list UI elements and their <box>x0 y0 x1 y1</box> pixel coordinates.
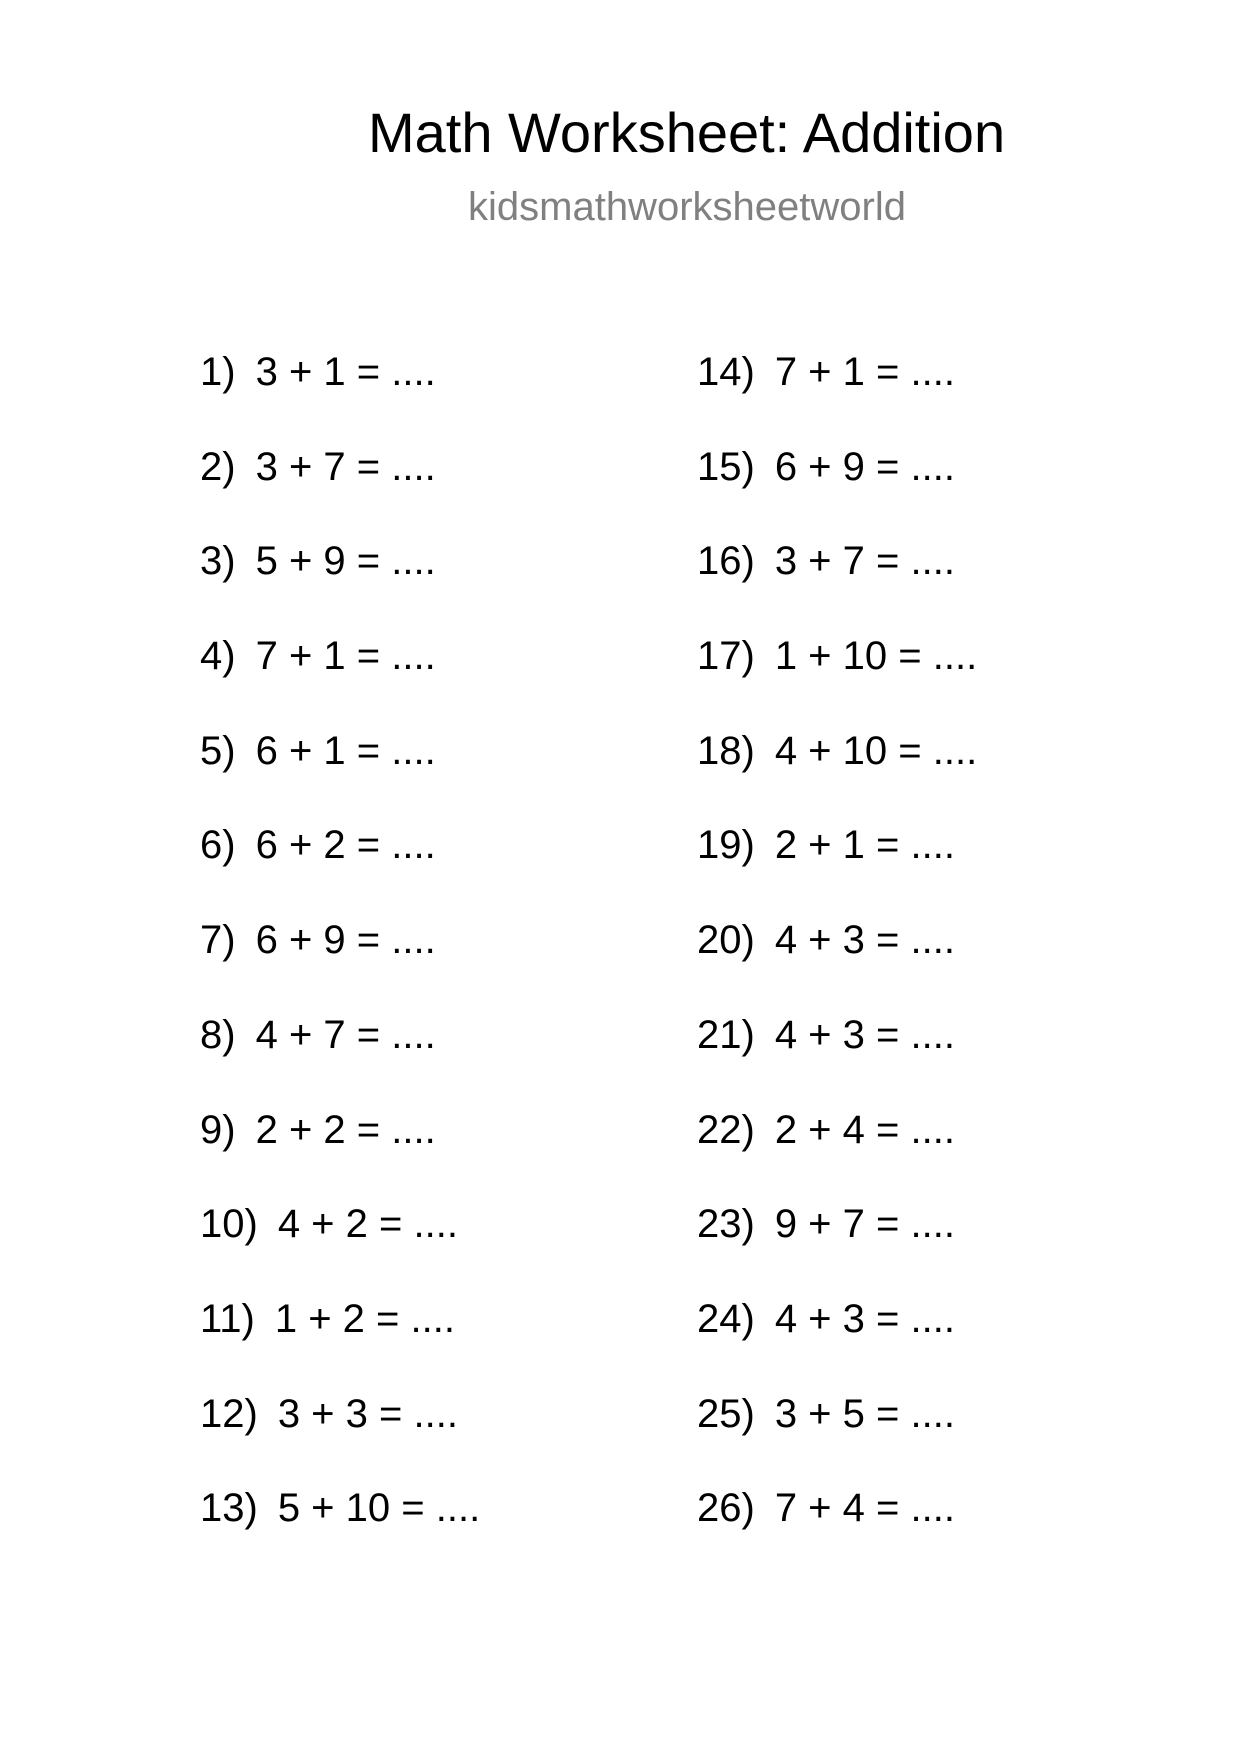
page-title: Math Worksheet: Addition <box>368 101 1006 164</box>
problem-item <box>200 633 480 728</box>
problem-number: 13) <box>200 1486 258 1531</box>
problem-number: 9) <box>200 1107 236 1152</box>
problem-item <box>200 444 480 539</box>
problem-item <box>697 538 977 633</box>
problem-item <box>697 917 977 1012</box>
problem-number: 10) <box>200 1202 258 1247</box>
problem-number: 4) <box>200 634 236 679</box>
problem-expression: 7 + 1 = .... <box>774 350 955 394</box>
problem-expression: 6 + 2 = .... <box>255 823 436 868</box>
problem-number: 8) <box>200 1012 236 1057</box>
problem-column-right <box>697 349 977 1580</box>
problem-number: 15) <box>697 444 755 489</box>
problem-expression: 3 + 3 = .... <box>277 1391 458 1436</box>
problem-item <box>200 822 480 917</box>
problem-expression: 3 + 5 = .... <box>774 1391 955 1436</box>
problem-column-left <box>200 349 480 1580</box>
problem-expression: 5 + 10 = .... <box>277 1486 481 1531</box>
problem-expression: 2 + 4 = .... <box>774 1107 955 1152</box>
problem-item <box>697 349 977 444</box>
problem-number: 18) <box>697 728 755 773</box>
problem-number: 6) <box>200 823 236 868</box>
problem-expression: 6 + 9 = .... <box>255 918 436 963</box>
problem-item <box>697 633 977 728</box>
problem-number: 16) <box>697 539 755 584</box>
problem-number: 2) <box>200 444 236 489</box>
problem-expression: 6 + 9 = .... <box>774 444 955 489</box>
problem-expression: 1 + 10 = .... <box>774 634 978 679</box>
problem-item <box>697 1296 977 1391</box>
problem-number: 26) <box>697 1486 755 1531</box>
problem-expression: 6 + 1 = .... <box>255 728 436 773</box>
page-subtitle: kidsmathworksheetworld <box>468 185 906 229</box>
problem-item <box>200 1296 480 1391</box>
problem-item <box>697 444 977 539</box>
problem-number: 7) <box>200 918 236 963</box>
problem-item <box>697 1012 977 1107</box>
problem-number: 1) <box>200 350 236 394</box>
problem-number: 12) <box>200 1391 258 1436</box>
problem-item <box>200 349 480 444</box>
problem-item <box>200 917 480 1012</box>
problem-expression: 4 + 3 = .... <box>774 1012 955 1057</box>
problem-expression: 5 + 9 = .... <box>255 539 436 584</box>
problem-number: 17) <box>697 634 755 679</box>
problem-number: 24) <box>697 1296 755 1341</box>
problem-number: 14) <box>697 350 755 394</box>
problem-item <box>200 1485 480 1580</box>
problem-item <box>697 1485 977 1580</box>
problem-number: 3) <box>200 539 236 584</box>
problem-expression: 4 + 10 = .... <box>774 728 978 773</box>
problem-item <box>200 538 480 633</box>
problem-expression: 4 + 3 = .... <box>774 1296 955 1341</box>
problem-item <box>697 1107 977 1202</box>
problem-expression: 3 + 7 = .... <box>774 539 955 584</box>
problem-expression: 2 + 2 = .... <box>255 1107 436 1152</box>
problem-item <box>200 728 480 823</box>
problem-expression: 7 + 4 = .... <box>774 1486 955 1531</box>
problem-number: 20) <box>697 918 755 963</box>
problem-number: 21) <box>697 1012 755 1057</box>
problem-number: 5) <box>200 728 236 773</box>
problem-expression: 4 + 3 = .... <box>774 918 955 963</box>
problem-item <box>200 1391 480 1486</box>
problem-number: 25) <box>697 1391 755 1436</box>
problem-expression: 7 + 1 = .... <box>255 634 436 679</box>
problem-expression: 4 + 7 = .... <box>255 1012 436 1057</box>
problem-item <box>200 1012 480 1107</box>
problem-number: 11) <box>200 1296 255 1341</box>
problem-item <box>697 1201 977 1296</box>
problem-number: 19) <box>697 823 755 868</box>
problem-expression: 2 + 1 = .... <box>774 823 955 868</box>
problem-expression: 3 + 7 = .... <box>255 444 436 489</box>
problem-expression: 3 + 1 = .... <box>255 350 436 394</box>
problem-number: 22) <box>697 1107 755 1152</box>
problem-item <box>697 728 977 823</box>
problem-expression: 1 + 2 = .... <box>274 1296 455 1341</box>
problem-item <box>697 822 977 917</box>
problem-expression: 9 + 7 = .... <box>774 1202 955 1247</box>
problem-item <box>697 1391 977 1486</box>
problem-number: 23) <box>697 1202 755 1247</box>
problem-item <box>200 1107 480 1202</box>
problem-expression: 4 + 2 = .... <box>277 1202 458 1247</box>
problem-item <box>200 1201 480 1296</box>
